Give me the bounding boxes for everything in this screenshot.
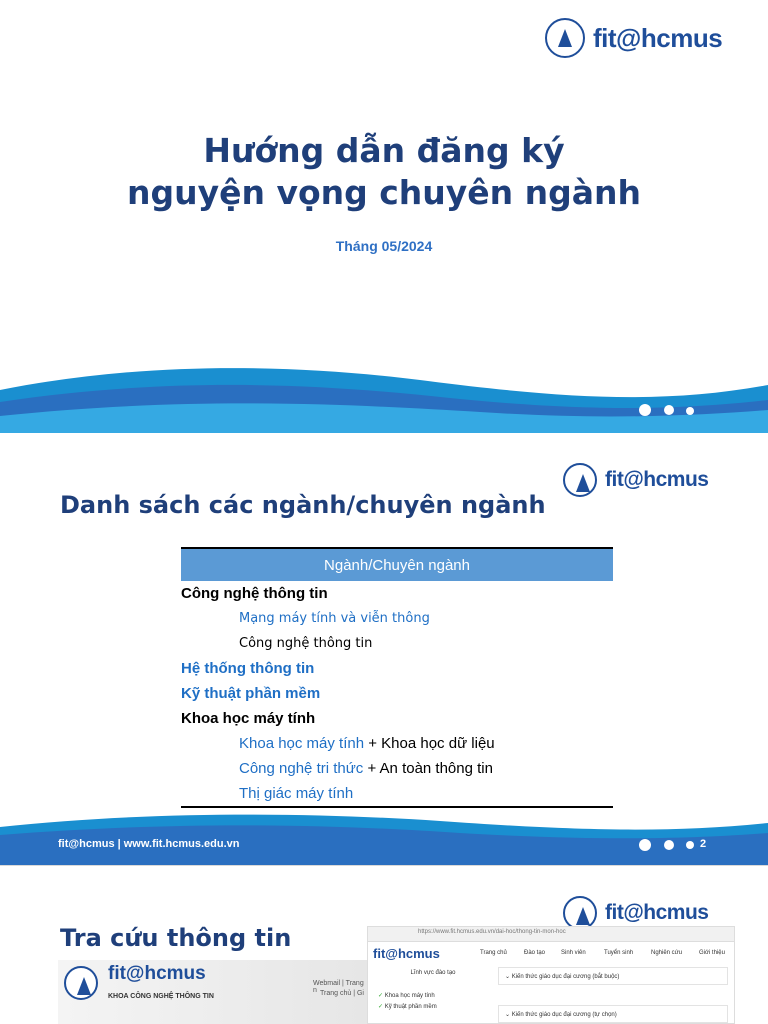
dept-name: KHOA CÔNG NGHỆ THÔNG TIN bbox=[108, 993, 214, 1000]
table-row bbox=[181, 631, 613, 656]
chevron-down-icon: ⌄ bbox=[505, 1012, 512, 1018]
faculty-logo bbox=[545, 18, 722, 58]
university-seal-icon bbox=[64, 966, 98, 1000]
accordion-item[interactable]: ⌄ Kiến thức giáo dục đại cương (bắt buộc) bbox=[498, 967, 728, 985]
nav-item[interactable]: Sinh viên bbox=[561, 950, 586, 956]
page-number: 2 bbox=[700, 838, 707, 850]
website-header-screenshot bbox=[58, 960, 368, 1024]
nav-item[interactable]: Đào tạo bbox=[524, 950, 546, 956]
table-row bbox=[181, 681, 613, 706]
sidebar bbox=[378, 970, 488, 1010]
specialization-name: Công nghệ thông tin bbox=[239, 636, 373, 651]
sidebar-item[interactable]: ✓ Khoa học máy tính bbox=[378, 993, 435, 999]
major-name: Khoa học máy tính bbox=[181, 710, 316, 727]
specialization-pair bbox=[181, 756, 613, 781]
major-name: Hệ thống thông tin bbox=[181, 660, 315, 677]
wave-decoration bbox=[0, 805, 768, 865]
site-navbar bbox=[368, 942, 734, 966]
header-links[interactable]: Webmail | Trang n bbox=[313, 980, 364, 994]
slide-footer: fit@hcmus | www.fit.hcmus.edu.vn bbox=[58, 838, 240, 850]
logo-text: fit@hcmus bbox=[593, 22, 723, 53]
table-row bbox=[181, 606, 613, 631]
majors-table bbox=[181, 547, 613, 808]
chevron-down-icon: ⌄ bbox=[505, 974, 512, 980]
slide-majors bbox=[0, 433, 768, 865]
logo-text: fit@hcmus bbox=[373, 946, 440, 961]
specialization-name: Mạng máy tính và viễn thông bbox=[239, 611, 430, 626]
check-icon: ✓ bbox=[378, 993, 385, 999]
major-name: Kỹ thuật phần mềm bbox=[181, 685, 321, 702]
table-row bbox=[181, 756, 613, 781]
specialization-pair bbox=[181, 731, 613, 756]
header-links[interactable]: Trang chủ | Gi bbox=[320, 990, 364, 997]
major-name: Công nghệ thông tin bbox=[181, 585, 328, 602]
table-row bbox=[181, 581, 613, 606]
slide-title-text bbox=[0, 130, 768, 214]
title-line-1: Hướng dẫn đăng ký bbox=[203, 131, 565, 170]
table-row bbox=[181, 706, 613, 731]
nav-item[interactable]: Tuyển sinh bbox=[604, 950, 634, 956]
sidebar-title: Lĩnh vực đào tạo bbox=[410, 970, 456, 976]
slide-date: Tháng 05/2024 bbox=[335, 238, 433, 254]
faculty-logo bbox=[563, 463, 708, 497]
browser-bar bbox=[368, 927, 734, 942]
check-icon: ✓ bbox=[378, 1004, 385, 1010]
website-page-screenshot bbox=[367, 926, 735, 1024]
faculty-logo bbox=[563, 896, 708, 930]
slide-heading: Tra cứu thông tin bbox=[60, 924, 292, 952]
university-seal-icon bbox=[545, 18, 585, 58]
sidebar-item[interactable]: ✓ Kỹ thuật phần mềm bbox=[378, 1004, 437, 1010]
specialization-name: + Khoa học dữ liệu bbox=[364, 735, 495, 752]
table-row bbox=[181, 781, 613, 807]
nav-item[interactable]: Trang chủ bbox=[480, 950, 507, 956]
logo-text: fit@hcmus bbox=[108, 963, 206, 984]
logo-text: fit@hcmus bbox=[605, 901, 709, 924]
slide-lookup bbox=[0, 866, 768, 1024]
wave-decoration bbox=[0, 350, 768, 433]
url-bar[interactable]: https://www.fit.hcmus.edu.vn/dai-hoc/thong-tin-mon-hoc bbox=[418, 929, 566, 935]
university-seal-icon bbox=[563, 463, 597, 497]
slide-title bbox=[0, 0, 768, 433]
table-row bbox=[181, 656, 613, 681]
specialization-name: Khoa học máy tính bbox=[239, 735, 365, 752]
specialization-name: Thị giác máy tính bbox=[181, 781, 613, 807]
slide-heading: Danh sách các ngành/chuyên ngành bbox=[60, 491, 546, 519]
specialization-name: Công nghệ tri thức bbox=[239, 760, 364, 777]
university-seal-icon bbox=[563, 896, 597, 930]
accordion-item[interactable]: ⌄ Kiến thức giáo dục đại cương (tự chọn) bbox=[498, 1005, 728, 1023]
title-line-2: nguyện vọng chuyên ngành bbox=[126, 173, 642, 212]
table-row bbox=[181, 731, 613, 756]
nav-item[interactable]: Nghiên cứu bbox=[651, 950, 683, 956]
specialization-name: + An toàn thông tin bbox=[363, 760, 493, 777]
table-header: Ngành/Chuyên ngành bbox=[181, 548, 613, 581]
logo-text: fit@hcmus bbox=[605, 468, 709, 491]
nav-item[interactable]: Giới thiệu bbox=[699, 950, 725, 956]
